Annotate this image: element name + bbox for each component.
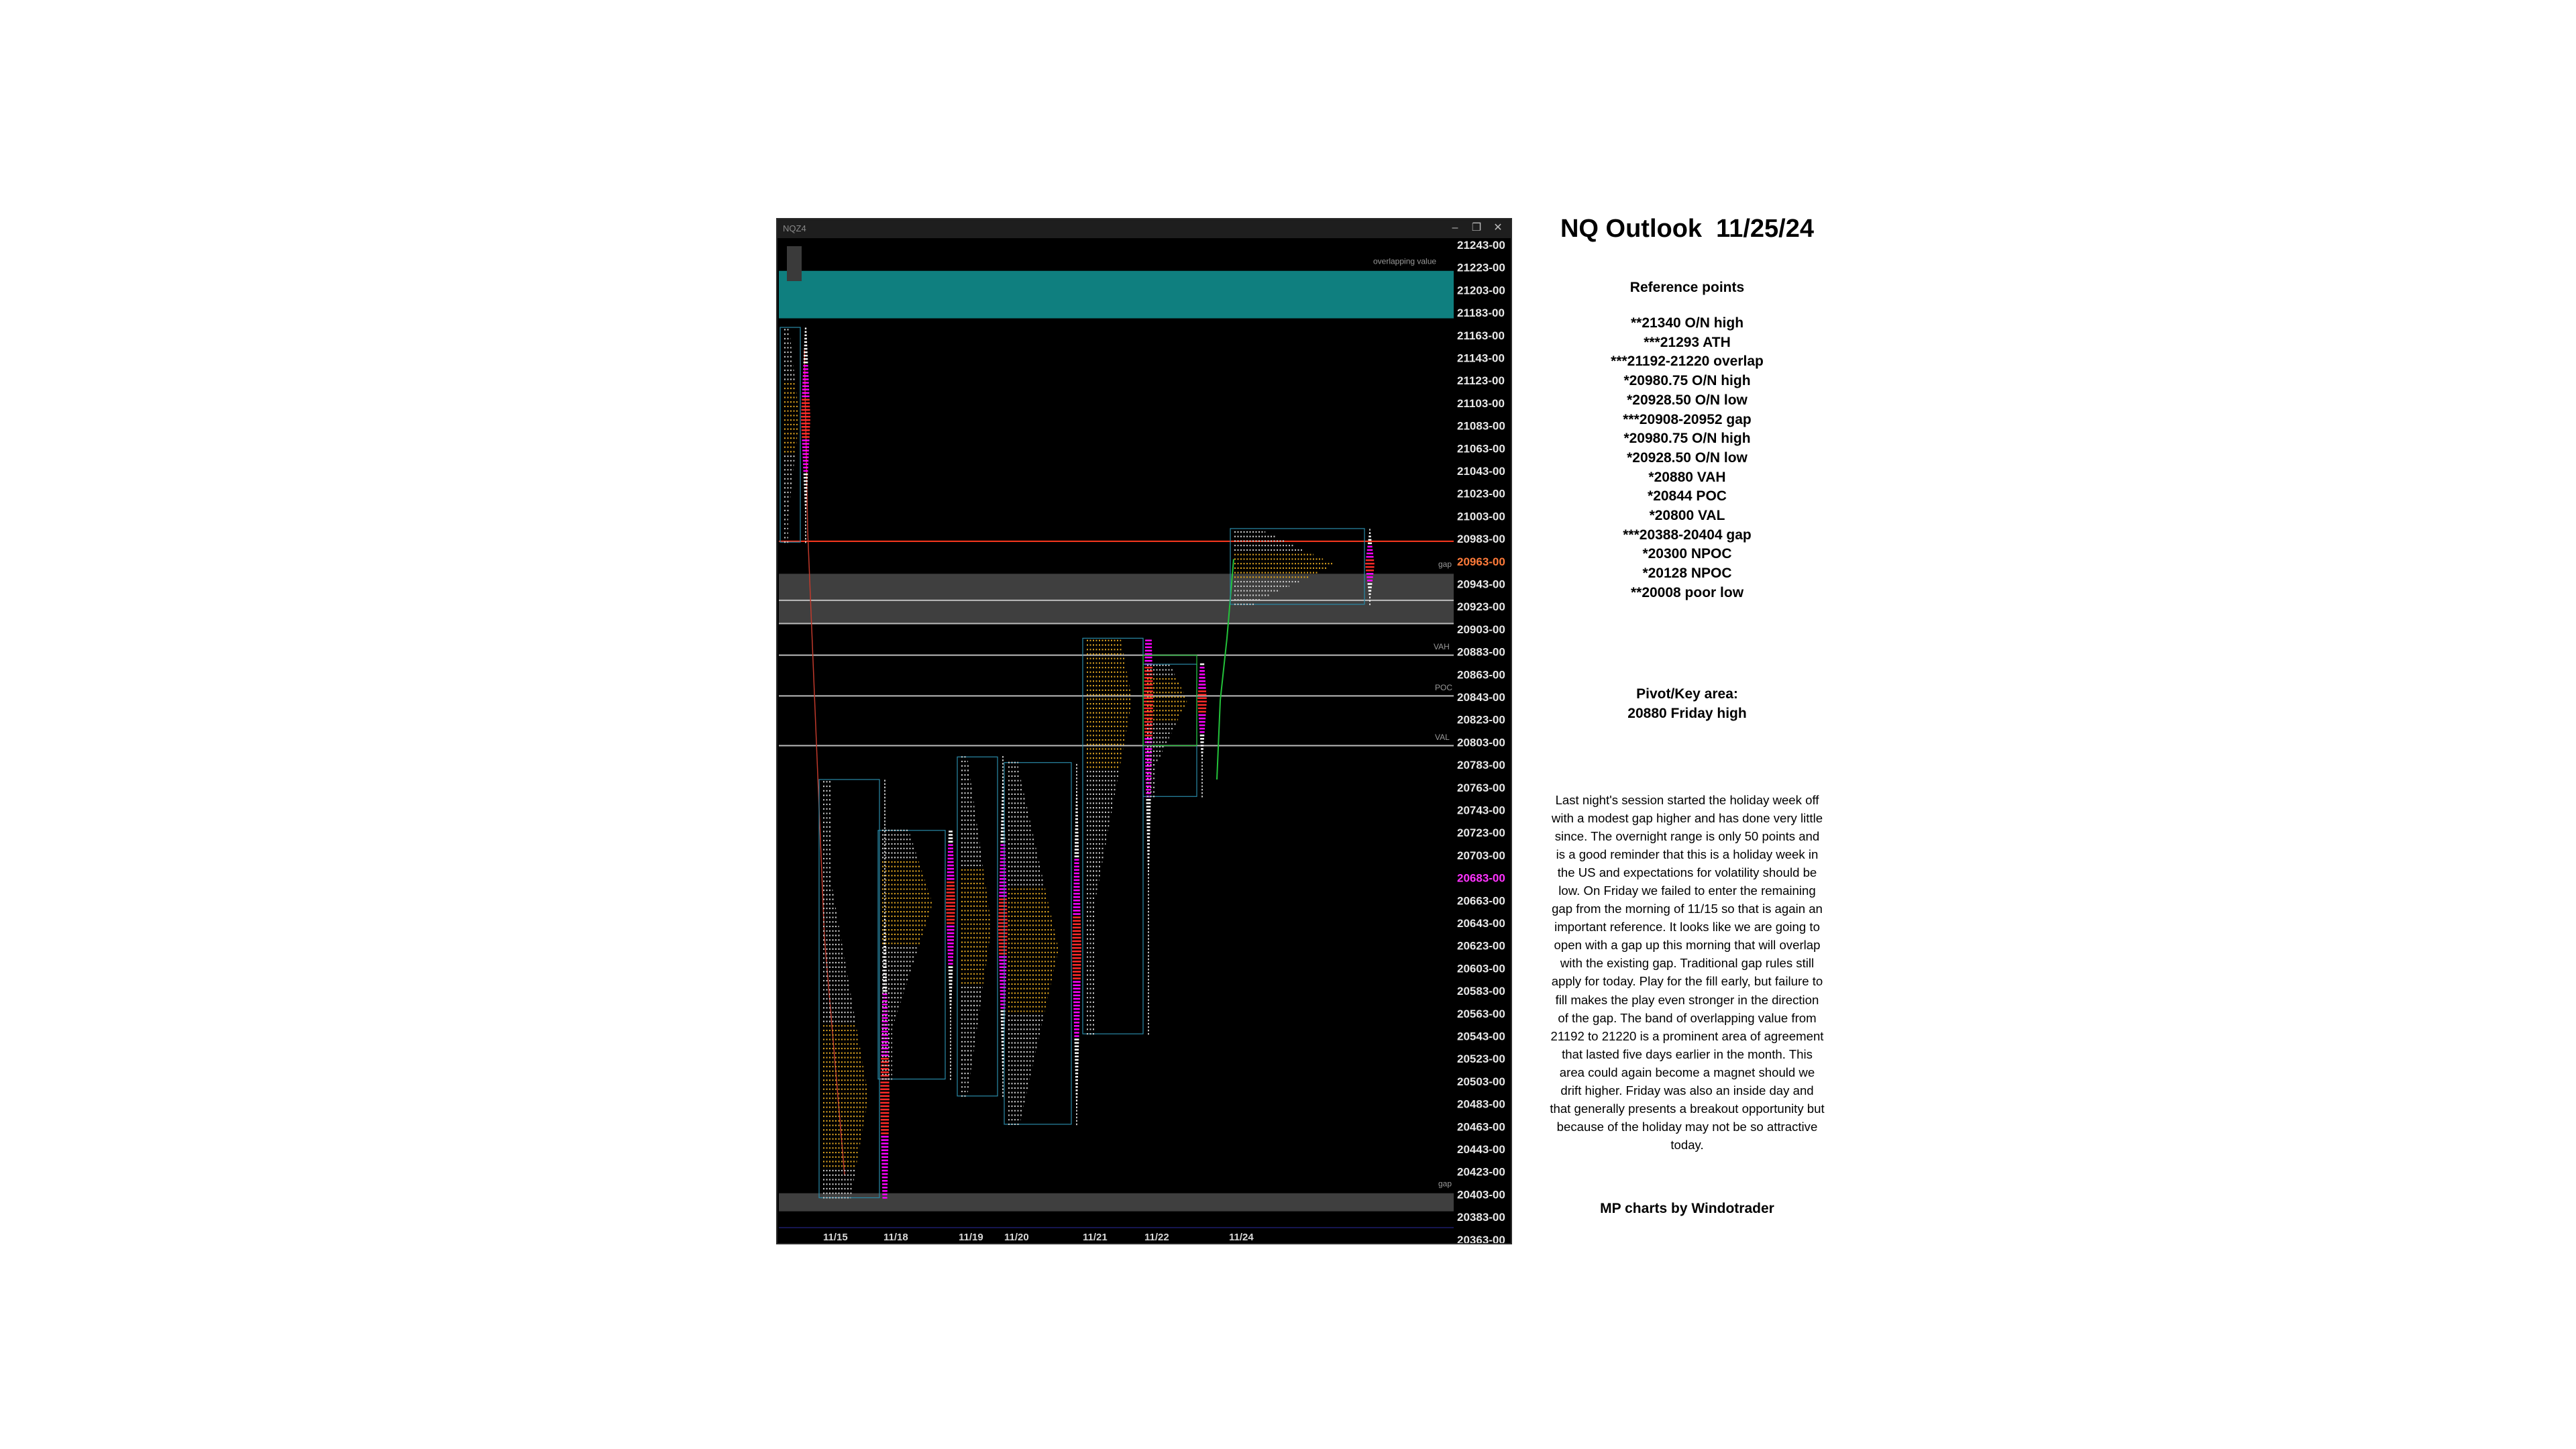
reference-point: *20800 VAL — [1649, 508, 1725, 524]
reference-point: *20928.50 O/N low — [1627, 449, 1748, 466]
price-axis-label: 21163-00 — [1457, 329, 1505, 342]
annotation-gap_bottom: gap — [1438, 1179, 1452, 1189]
page-title: NQ Outlook 11/25/24 — [1560, 215, 1815, 243]
price-axis-label: 20583-00 — [1457, 985, 1505, 998]
reference-point: *20128 NPOC — [1642, 566, 1732, 582]
pivot-title: Pivot/Key area: — [1636, 686, 1738, 702]
price-axis-label: 20703-00 — [1457, 849, 1505, 862]
date-axis-label: 11/19 — [959, 1232, 983, 1243]
price-axis-label: 20803-00 — [1457, 736, 1505, 749]
annotation-val: VAL — [1435, 733, 1450, 743]
price-axis-label: 21063-00 — [1457, 442, 1505, 455]
reference-point: **20008 poor low — [1630, 584, 1744, 600]
price-axis-label: 20783-00 — [1457, 759, 1505, 772]
price-axis-label: 20623-00 — [1457, 939, 1505, 953]
minimize-button[interactable]: – — [1452, 222, 1458, 233]
price-axis-label: 21103-00 — [1457, 396, 1505, 410]
price-axis-label: 20983-00 — [1457, 533, 1505, 546]
price-axis-label: 21043-00 — [1457, 465, 1505, 478]
price-axis-label: 20743-00 — [1457, 804, 1505, 817]
price-axis-label: 20843-00 — [1457, 691, 1505, 704]
window-title: NQZ4 — [783, 223, 806, 233]
price-axis-label: 20963-00 — [1457, 555, 1505, 568]
price-axis-label: 21223-00 — [1457, 261, 1505, 274]
price-axis-label: 20863-00 — [1457, 668, 1505, 682]
price-axis-label: 21203-00 — [1457, 284, 1505, 297]
price-axis-label: 20443-00 — [1457, 1143, 1505, 1156]
reference-point: ***20908-20952 gap — [1623, 411, 1752, 427]
price-axis-label: 20543-00 — [1457, 1030, 1505, 1043]
date-axis-label: 11/18 — [883, 1232, 908, 1243]
price-axis-label: 21243-00 — [1457, 239, 1505, 252]
price-axis-label: 20943-00 — [1457, 578, 1505, 591]
price-axis-label: 20423-00 — [1457, 1165, 1505, 1179]
price-axis-label: 20483-00 — [1457, 1097, 1505, 1111]
date-axis-label: 11/24 — [1229, 1232, 1254, 1243]
price-axis-label: 20903-00 — [1457, 623, 1505, 636]
reference-point: *20928.50 O/N low — [1627, 392, 1748, 408]
price-axis-label: 21143-00 — [1457, 352, 1505, 365]
price-axis-label: 20763-00 — [1457, 781, 1505, 794]
scroll-handle — [787, 246, 802, 281]
outlook-panel — [1536, 215, 1838, 1217]
price-axis-label: 20723-00 — [1457, 826, 1505, 840]
reference-point: *20980.75 O/N high — [1623, 373, 1751, 389]
price-axis-label: 21003-00 — [1457, 510, 1505, 523]
price-axis-label: 20363-00 — [1457, 1233, 1505, 1243]
chart-credit: MP charts by Windotrader — [1600, 1201, 1774, 1217]
overlap-value-band — [779, 271, 1454, 319]
reference-point: *20980.75 O/N high — [1623, 431, 1751, 447]
annotation-overlap: overlapping value — [1373, 256, 1437, 266]
price-axis-label: 20883-00 — [1457, 645, 1505, 659]
price-axis-label: 20403-00 — [1457, 1188, 1505, 1201]
gap-band-bottom — [779, 1193, 1454, 1212]
price-axis-label: 21023-00 — [1457, 487, 1505, 500]
reference-point: ***20388-20404 gap — [1623, 527, 1752, 543]
pivot-value: 20880 Friday high — [1627, 705, 1747, 721]
reference-point: ***21192-21220 overlap — [1611, 354, 1764, 370]
reference-point: *20300 NPOC — [1642, 546, 1732, 562]
price-axis-label: 20923-00 — [1457, 600, 1505, 614]
reference-point: *20880 VAH — [1648, 469, 1726, 485]
reference-point: ***21293 ATH — [1644, 334, 1731, 350]
close-button[interactable]: ✕ — [1493, 222, 1503, 233]
reference-points-title: Reference points — [1629, 280, 1745, 295]
window-titlebar[interactable] — [777, 219, 1511, 238]
price-axis-label: 21183-00 — [1457, 307, 1505, 320]
date-axis-label: 11/22 — [1144, 1232, 1169, 1243]
price-axis-label: 20603-00 — [1457, 962, 1505, 975]
price-axis-label: 21123-00 — [1457, 374, 1505, 388]
price-axis-label: 20563-00 — [1457, 1007, 1505, 1020]
date-axis-label: 11/20 — [1004, 1232, 1029, 1243]
reference-points-list — [1536, 314, 1838, 603]
price-axis-label: 20523-00 — [1457, 1053, 1505, 1066]
gap-band-top — [779, 574, 1454, 623]
price-axis-label: 20503-00 — [1457, 1075, 1505, 1088]
pivot-block — [1536, 684, 1838, 723]
price-axis-label: 21083-00 — [1457, 419, 1505, 433]
date-axis-label: 11/15 — [823, 1232, 848, 1243]
annotation-vah: VAH — [1434, 642, 1450, 652]
annotation-poc: POC — [1435, 682, 1453, 692]
commentary-text: Last night's session started the holiday week off with a modest gap higher and has done very little since. The overnight range is only 50 points and is a good reminder that this is a holiday week in the US and expectations for volatility should be low. On Friday we failed to enter the remaining gap from the morning of 11/15 so that is again an important reference. It looks like we are going to open with a gap up this morning that will overlap with the existing gap. Traditional gap rules still apply for today. Play for the fill early, but failure to fill makes the play even stronger in the direction of the gap. The band of overlapping value from 21192 to 21220 is a prominent area of agreement that lasted five days earlier in the month. This area could again become a magnet should we drift higher. Friday was also an inside day and that generally presents a breakout opportunity but because of the holiday may not be so attractive today. — [1550, 792, 1825, 1152]
price-axis-label: 20383-00 — [1457, 1211, 1505, 1224]
restore-button[interactable]: ❐ — [1471, 222, 1482, 233]
price-axis-label: 20463-00 — [1457, 1120, 1505, 1134]
reference-point: **21340 O/N high — [1630, 315, 1744, 331]
market-profile-chart[interactable] — [777, 238, 1511, 1243]
price-axis-label: 20643-00 — [1457, 917, 1505, 930]
price-axis-label: 20683-00 — [1457, 871, 1505, 885]
price-axis-label: 20823-00 — [1457, 713, 1505, 727]
reference-point: *20844 POC — [1648, 488, 1727, 504]
price-axis-label: 20663-00 — [1457, 894, 1505, 908]
annotation-gap_top: gap — [1438, 559, 1452, 570]
date-axis-label: 11/21 — [1083, 1232, 1108, 1243]
chart-window — [776, 218, 1512, 1244]
